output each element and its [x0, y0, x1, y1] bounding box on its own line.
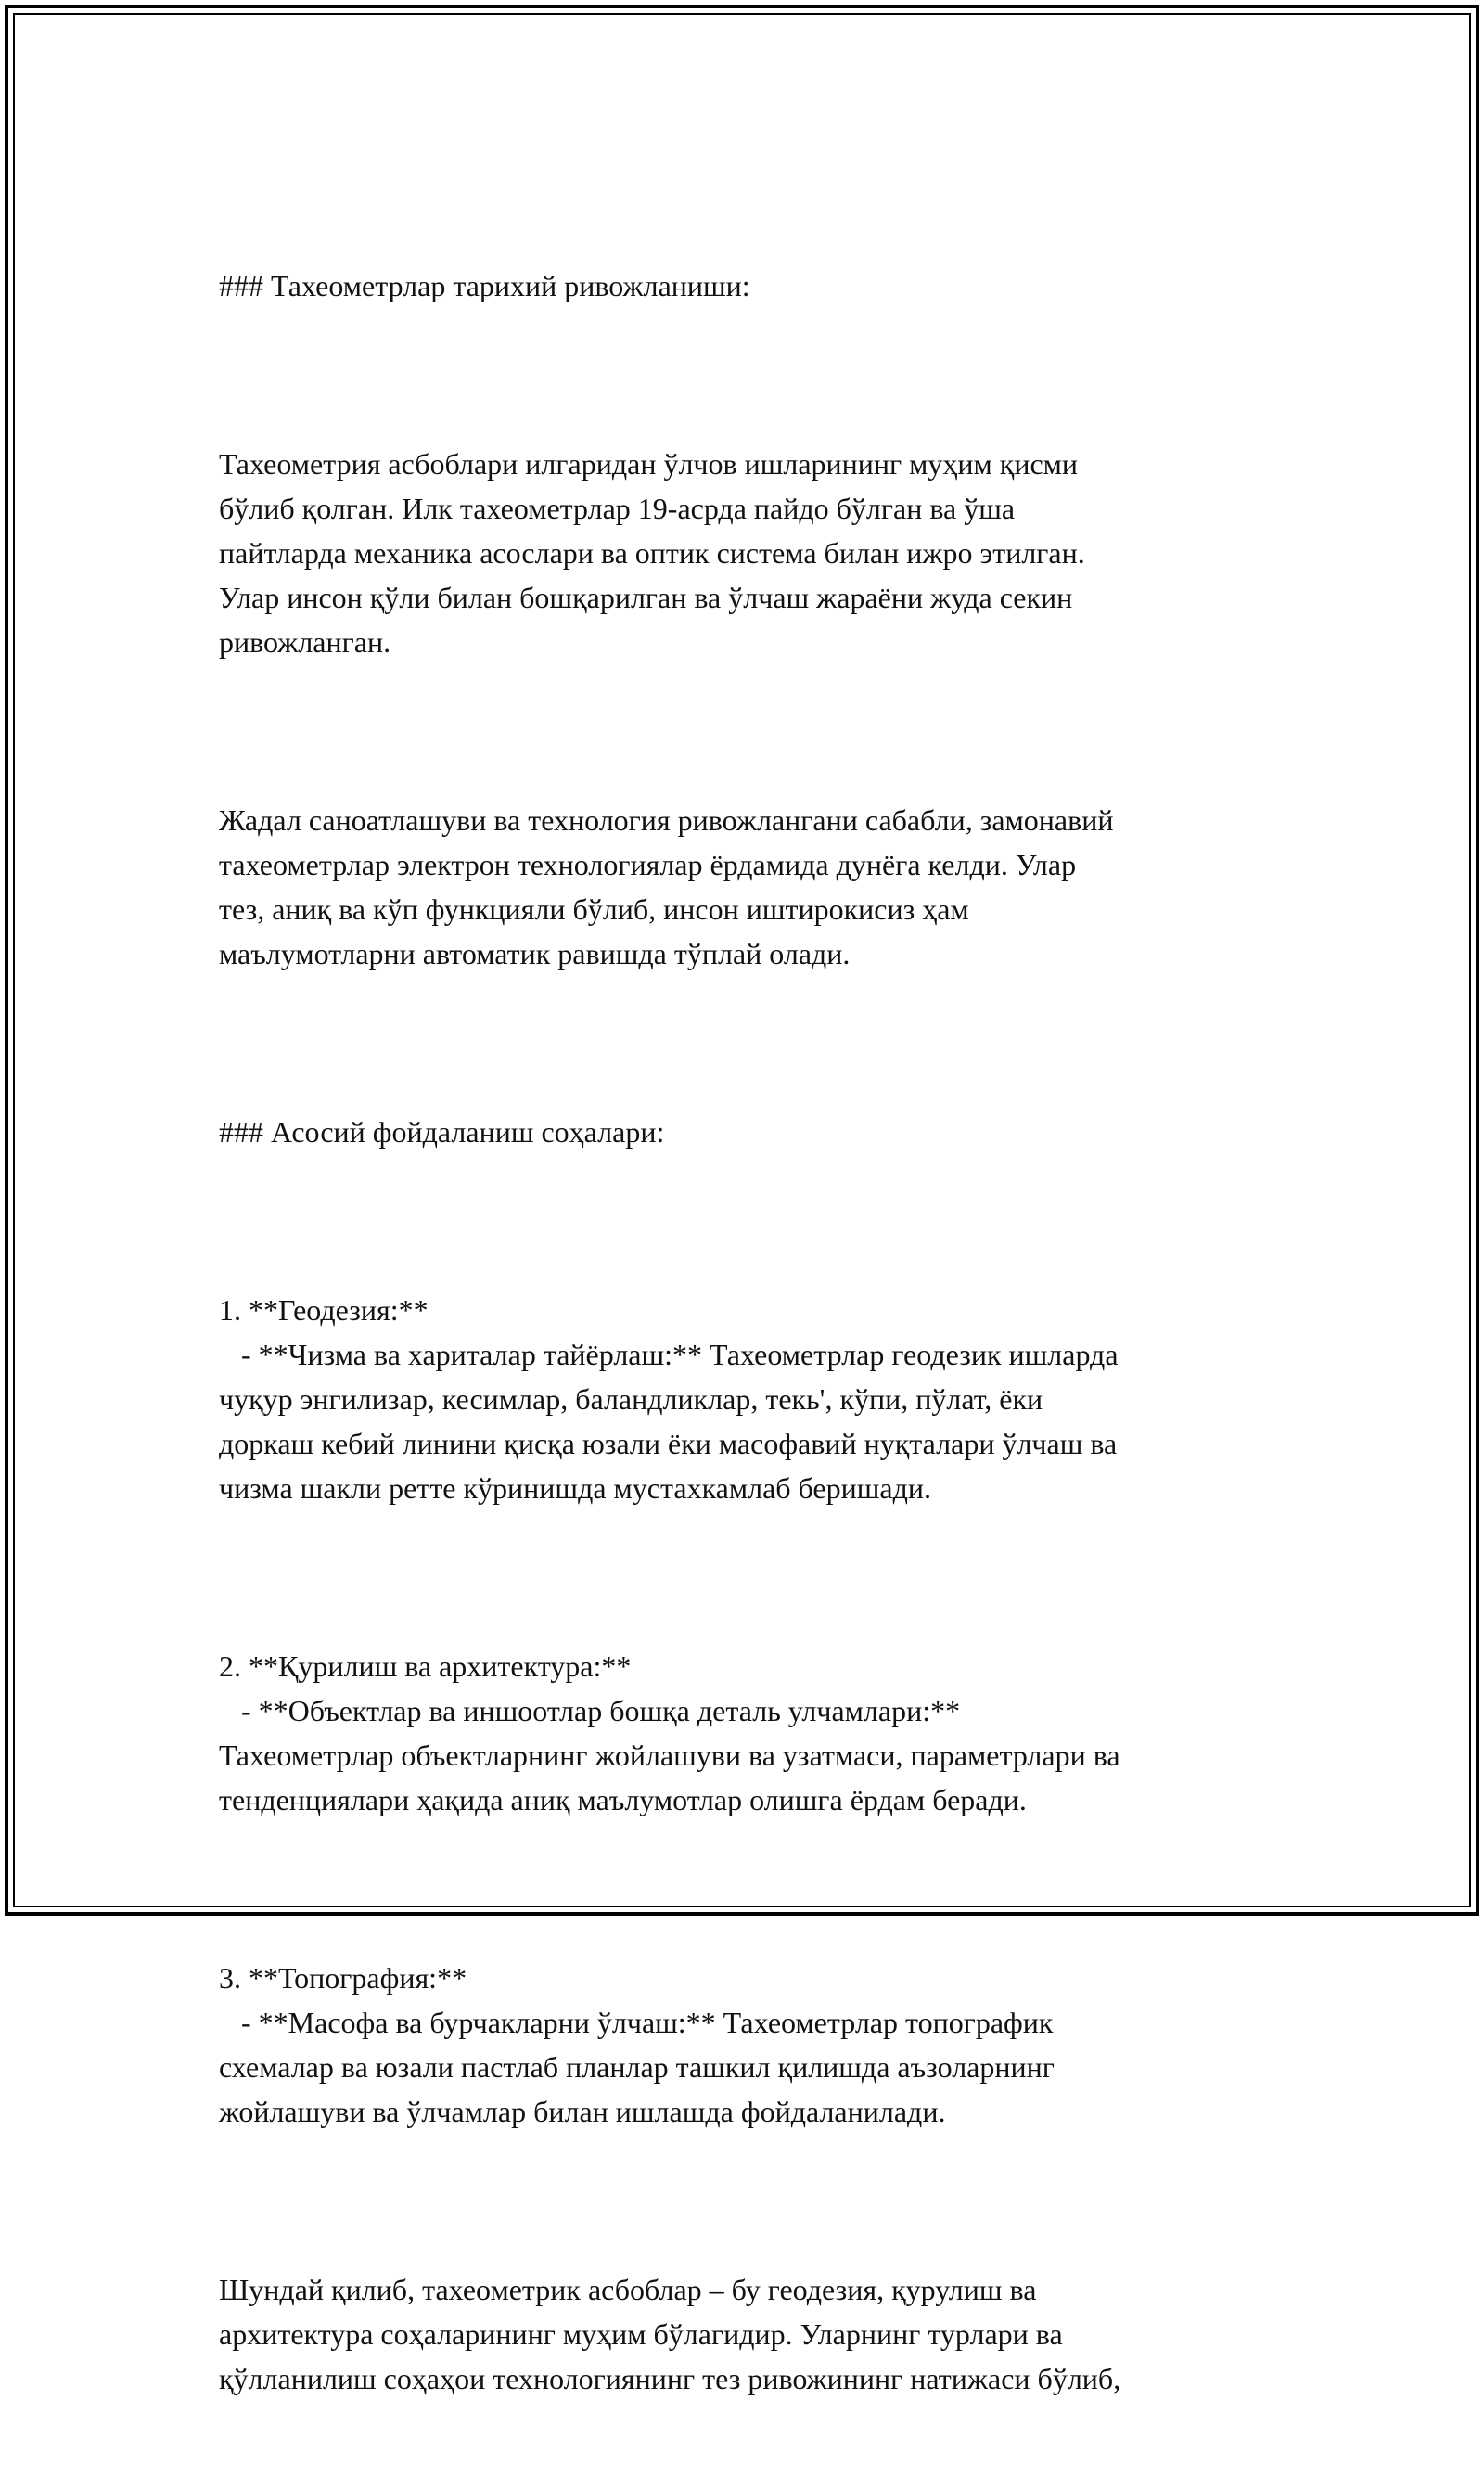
paragraph-conclusion: Шундай қилиб, тахеометрик асбоблар – бу геодезия, қурулиш ва архитектура соҳаларининг муҳим бўлагидир. Уларнинг турлари ва қўлланилиш соҳаҳои технологиянинг тез ривожининг натижаси бўлиб, [219, 2273, 1121, 2395]
list-item-topography: 3. **Топография:** - **Масофа ва бурчакларни ўлчаш:** Тахеометрлар топографик схемалар ва юзали пастлаб планлар ташкил қилишда аъзоларнинг жойлашуви ва ўлчамлар билан ишлашда фойдаланилади. [219, 1961, 1055, 2128]
list-item-construction: 2. **Қурилиш ва архитектура:** - **Объектлар ва иншоотлар бошқа деталь улчамлари:** Тахеометрлар объектларнинг жойлашуви ва узатмаси, параметрлари ва тенденциялари ҳақида аниқ маълумотлар олишга ёрдам беради. [219, 1649, 1120, 1816]
paragraph-history-modern: Жадал саноатлашуви ва технология ривожлангани сабабли, замонавий тахеометрлар электрон технологиялар ёрдамида дунёга келди. Улар тез, аниқ ва кўп функцияли бўлиб, инсон иштирокисиз ҳам маълумотларни автоматик равишда тўплай олади. [219, 803, 1114, 970]
section-heading-applications: ### Асосий фойдаланиш соҳалари: [219, 1115, 665, 1149]
section-heading-history: ### Тахеометрлар тарихий ривожланиши: [219, 269, 750, 302]
document-body [219, 174, 1286, 2490]
list-item-geodesy: 1. **Геодезия:** - **Чизма ва хариталар тайёрлаш:** Тахеометрлар геодезик ишларда чуқур энгилизар, кесимлар, баландликлар, текь', кўпи, пўлат, ёки доркаш кебий линини қисқа юзали ёки масофавий нуқталари ўлчаш ва чизма шакли ретте кўринишда мустахкамлаб беришади. [219, 1293, 1119, 1505]
paragraph-history-early: Тахеометрия асбоблари илгаридан ўлчов ишларининг муҳим қисми бўлиб қолган. Илк тахеометрлар 19-асрда пайдо бўлган ва ўша пайтларда механика асослари ва оптик система билан ижро этилган. Улар инсон қўли билан бошқарилган ва ўлчаш жараёни жуда секин ривожланган. [219, 447, 1085, 659]
